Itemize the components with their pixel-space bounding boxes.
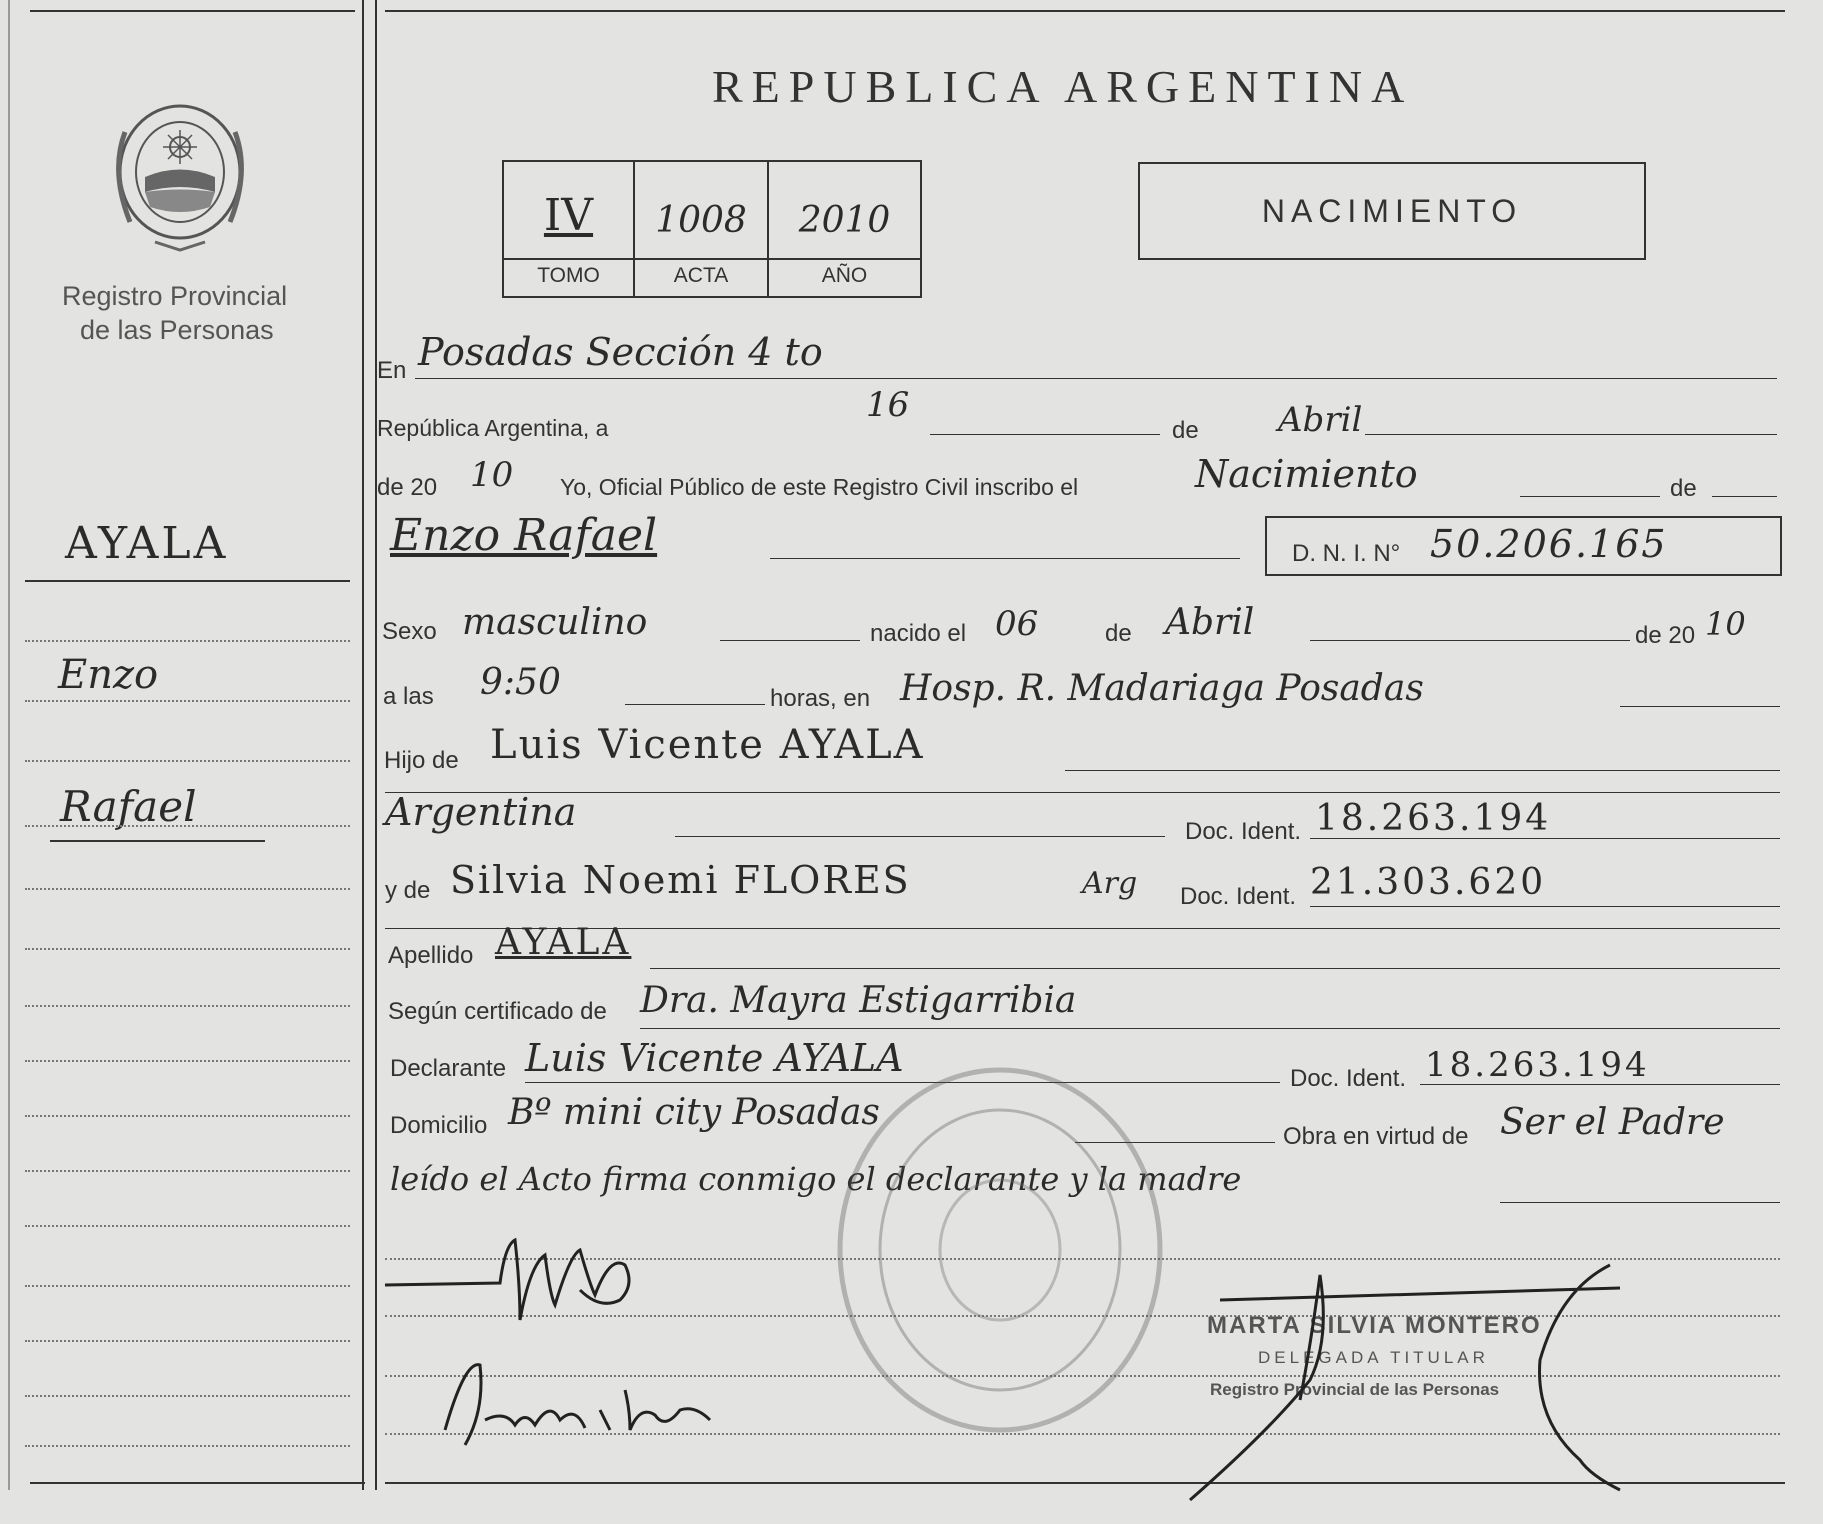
document-title: REPUBLICA ARGENTINA [712, 61, 1414, 112]
row-line [385, 792, 1780, 793]
sidebar-dotted-line [25, 1285, 350, 1287]
label-de-2: de [1670, 475, 1697, 502]
label-domicilio: Domicilio [390, 1112, 488, 1139]
label-obra-en-virtud: Obra en virtud de [1283, 1123, 1469, 1150]
label-republica-a: República Argentina, a [377, 415, 609, 441]
field-child-name: Enzo Rafael [390, 510, 658, 561]
field-father-name: Luis Vicente AYALA [490, 722, 925, 768]
field-day: 16 [866, 385, 910, 425]
sidebar-dotted-line [25, 760, 350, 762]
label-en: En [377, 357, 407, 384]
row-line [675, 836, 1165, 837]
label-doc-ident-2: Doc. Ident. [1180, 883, 1297, 910]
stamp-office: Registro Provincial de las Personas [1210, 1380, 1500, 1399]
field-mother-name: Silvia Noemi FLORES [450, 858, 911, 902]
row-line [1310, 640, 1630, 641]
sidebar-dotted-line [25, 948, 350, 950]
acta-label: ACTA [673, 264, 729, 287]
field-declarant: Luis Vicente AYALA [525, 1036, 904, 1080]
field-month: Abril [1278, 400, 1363, 440]
label-nacido-el: nacido el [870, 620, 967, 647]
document-type: NACIMIENTO [1261, 193, 1523, 229]
sidebar-dotted-line [25, 888, 350, 890]
sidebar-dotted-line [25, 700, 350, 702]
sidebar-dotted-line [25, 640, 350, 642]
field-birth-day: 06 [995, 604, 1039, 644]
field-certificate-by: Dra. Mayra Estigarribia [640, 980, 1077, 1021]
field-birth-place: Hosp. R. Madariaga Posadas [900, 668, 1424, 709]
sidebar-dotted-line [25, 1445, 350, 1447]
row-line [1065, 770, 1780, 771]
label-a-las: a las [383, 683, 434, 710]
stamp-officer-name: MARTA SILVIA MONTERO [1207, 1312, 1542, 1339]
row-line [1420, 1084, 1780, 1085]
sidebar-dotted-line [25, 825, 350, 827]
left-margin-line [8, 0, 10, 1490]
field-place: Posadas Sección 4 to [418, 330, 823, 374]
sidebar-rule-surname [25, 580, 350, 582]
row-line [640, 1028, 1780, 1029]
field-birth-month: Abril [1165, 602, 1255, 643]
tomo-label: TOMO [537, 264, 600, 287]
label-horas-en: horas, en [770, 685, 871, 712]
province-seal [105, 92, 255, 252]
field-surname: AYALA [495, 922, 632, 963]
stamp-officer-role: DELEGADA TITULAR [1258, 1348, 1489, 1367]
field-act-type: Nacimiento [1195, 452, 1418, 496]
tomo-value: IV [543, 190, 594, 241]
official-round-seal [830, 1060, 1170, 1440]
label-declarante: Declarante [390, 1055, 507, 1082]
field-father-doc: 18.263.194 [1315, 798, 1552, 839]
row-line [650, 968, 1780, 969]
field-birth-year-suffix: 10 [1705, 605, 1746, 643]
field-year-suffix: 10 [470, 455, 514, 495]
label-doc-ident-1: Doc. Ident. [1185, 818, 1302, 845]
label-de20-b: de 20 [1635, 622, 1696, 649]
row-line [1310, 906, 1780, 907]
field-closing-text: leído el Acto firma conmigo el declarante y la madre [390, 1160, 1242, 1198]
label-de20: de 20 [377, 474, 438, 501]
label-dni: D. N. I. N° [1292, 540, 1401, 567]
sidebar-dotted-line [25, 1115, 350, 1117]
top-rule-right [385, 10, 1785, 12]
label-sexo: Sexo [382, 618, 437, 645]
label-yo-oficial: Yo, Oficial Público de este Registro Civil inscribo el [560, 474, 1079, 500]
field-birth-time: 9:50 [480, 662, 561, 703]
row-line [1712, 496, 1777, 497]
row-line [720, 640, 860, 641]
sidebar-bottom-rule [30, 1482, 365, 1484]
field-by-virtue-of: Ser el Padre [1500, 1102, 1725, 1143]
row-line [930, 434, 1160, 435]
sidebar-name-1: Enzo [58, 652, 159, 698]
sidebar-name-2: Rafael [60, 782, 197, 831]
sidebar-divider-2 [375, 0, 377, 1490]
label-de-3: de [1105, 620, 1132, 647]
official-signature [1180, 1260, 1640, 1510]
row-line [415, 378, 1777, 379]
row-line [1310, 838, 1780, 839]
anio-value: 2010 [798, 200, 891, 241]
sidebar-dotted-line [25, 1170, 350, 1172]
registry-line-2: de las Personas [80, 315, 274, 345]
sidebar-dotted-line [25, 1005, 350, 1007]
acta-value: 1008 [655, 200, 747, 241]
field-declarant-doc: 18.263.194 [1425, 1045, 1650, 1085]
row-line [1365, 434, 1777, 435]
label-de: de [1172, 417, 1199, 444]
sidebar-rule-name2 [50, 840, 265, 842]
row-line [1500, 1202, 1780, 1203]
sidebar-dotted-line [25, 1340, 350, 1342]
table-divider [502, 258, 922, 260]
field-sex: masculino [462, 602, 648, 643]
label-apellido: Apellido [388, 942, 474, 969]
sidebar-divider [362, 0, 364, 1490]
row-line [625, 704, 765, 705]
row-line [1520, 496, 1660, 497]
label-hijo-de: Hijo de [384, 747, 459, 774]
sidebar-dotted-line [25, 1060, 350, 1062]
sidebar-surname: AYALA [65, 518, 229, 569]
field-mother-nationality: Arg [1082, 866, 1138, 901]
seal-icon [105, 92, 255, 252]
row-line [770, 558, 1240, 559]
field-mother-doc: 21.303.620 [1310, 862, 1547, 903]
sidebar-dotted-line [25, 1395, 350, 1397]
top-rule-left [30, 10, 355, 12]
label-segun-certificado: Según certificado de [388, 998, 607, 1025]
field-father-nationality: Argentina [385, 790, 577, 834]
label-doc-ident-3: Doc. Ident. [1290, 1065, 1407, 1092]
anio-label: AÑO [821, 264, 868, 287]
label-y-de: y de [385, 877, 431, 904]
field-dni-number: 50.206.165 [1430, 522, 1668, 566]
row-line [1620, 706, 1780, 707]
father-signature [380, 1225, 650, 1345]
registry-line-1: Registro Provincial [62, 281, 288, 311]
mother-signature [425, 1350, 735, 1460]
field-domicile: Bº mini city Posadas [508, 1092, 880, 1133]
sidebar-dotted-line [25, 1225, 350, 1227]
